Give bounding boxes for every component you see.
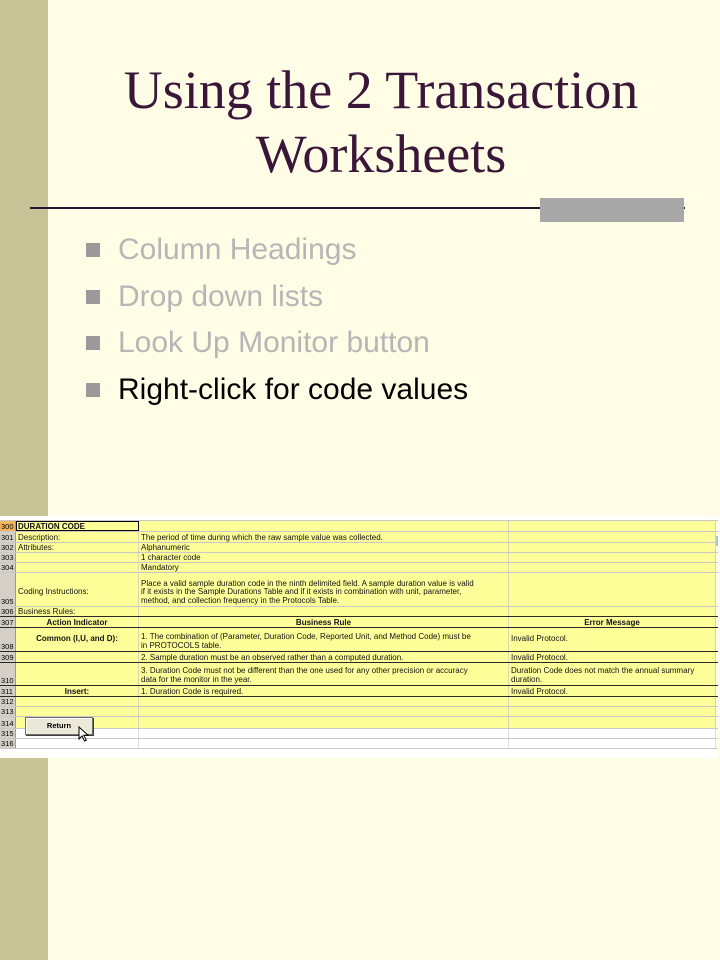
- cell[interactable]: [139, 607, 509, 616]
- cell[interactable]: [139, 717, 509, 728]
- bullet-text: Right-click for code values: [118, 372, 469, 406]
- cell[interactable]: Alphanumeric: [139, 543, 509, 552]
- cell[interactable]: [139, 729, 509, 738]
- cell[interactable]: Mandatory: [139, 563, 509, 572]
- table-row: [0, 697, 718, 707]
- row-number[interactable]: 302: [0, 543, 16, 552]
- cell[interactable]: [139, 739, 509, 748]
- cell[interactable]: [16, 663, 139, 685]
- table-row: [0, 686, 718, 697]
- cell[interactable]: [509, 543, 716, 552]
- table-row: [0, 717, 718, 729]
- cell[interactable]: [509, 563, 716, 572]
- square-bullet-icon: [86, 383, 100, 397]
- row-number[interactable]: 307: [0, 617, 16, 627]
- cell[interactable]: Insert:: [16, 686, 139, 696]
- row-number[interactable]: 313: [0, 707, 16, 716]
- bullet-list: [86, 228, 468, 414]
- column-header-business-rule[interactable]: Business Rule: [139, 617, 509, 627]
- row-number[interactable]: 315: [0, 729, 16, 738]
- spreadsheet-screenshot: [0, 516, 718, 758]
- spreadsheet-grid: [0, 521, 718, 749]
- bullet-item-right-click: [86, 368, 468, 415]
- left-accent-band: [0, 0, 48, 960]
- row-number[interactable]: 311: [0, 686, 16, 696]
- cell[interactable]: [16, 707, 139, 716]
- cell-line: duration.: [511, 674, 543, 684]
- bullet-item-drop-down-lists: [86, 275, 468, 322]
- row-number[interactable]: 308: [0, 628, 16, 651]
- cell[interactable]: [16, 652, 139, 662]
- bullet-text: Look Up Monitor button: [118, 326, 430, 359]
- cell[interactable]: [509, 573, 716, 606]
- cell[interactable]: 1. Duration Code is required.: [139, 686, 509, 696]
- table-row: [0, 532, 718, 543]
- table-row: [0, 521, 718, 532]
- cell[interactable]: [509, 663, 716, 685]
- row-number[interactable]: 309: [0, 652, 16, 662]
- cell[interactable]: [139, 697, 509, 706]
- row-number[interactable]: 305: [0, 573, 16, 606]
- table-row: [0, 628, 718, 652]
- cell[interactable]: [509, 553, 716, 562]
- row-number[interactable]: 310: [0, 663, 16, 685]
- table-row: [0, 563, 718, 573]
- cell-line: method, and collection frequency in the Protocols Table.: [141, 595, 340, 605]
- cell[interactable]: [16, 553, 139, 562]
- table-header-row: [0, 617, 718, 628]
- cell[interactable]: Description:: [16, 532, 139, 542]
- cell[interactable]: [509, 739, 716, 748]
- slide-title: [56, 58, 706, 186]
- table-row: [0, 543, 718, 553]
- row-number[interactable]: 304: [0, 563, 16, 572]
- cell[interactable]: Common (I,U, and D):: [16, 628, 139, 651]
- cell-coding-instructions[interactable]: [139, 573, 509, 606]
- cell[interactable]: Invalid Protocol.: [509, 628, 716, 651]
- cell[interactable]: [509, 532, 716, 542]
- cell[interactable]: The period of time during which the raw sample value was collected.: [139, 532, 509, 542]
- cell-line: Place a valid sample duration code in the ninth delimited field. A sample duration value is valid: [141, 578, 474, 588]
- cell-line: if it exists in the Sample Durations Table and if it exists in combination with unit, parameter,: [141, 587, 462, 596]
- title-accent-block: [540, 198, 684, 222]
- cell[interactable]: [509, 717, 716, 728]
- row-number[interactable]: 300: [0, 521, 16, 531]
- cell[interactable]: Business Rules:: [16, 607, 139, 616]
- cell-line: 3. Duration Code must not be different than the one used for any other precision or accuracy: [141, 666, 468, 675]
- cell[interactable]: [139, 707, 509, 716]
- table-row: [0, 607, 718, 617]
- square-bullet-icon: [86, 336, 100, 350]
- slide-title-line-1: Using the 2 Transaction: [123, 60, 639, 120]
- cell[interactable]: 1 character code: [139, 553, 509, 562]
- row-number[interactable]: 301: [0, 532, 16, 542]
- table-row: [0, 573, 718, 607]
- row-number[interactable]: 303: [0, 553, 16, 562]
- table-row: [0, 553, 718, 563]
- row-number[interactable]: 312: [0, 697, 16, 706]
- mouse-pointer-icon: [78, 726, 90, 742]
- row-number[interactable]: 306: [0, 607, 16, 616]
- table-row: [0, 729, 718, 739]
- cell[interactable]: [509, 521, 716, 531]
- cell[interactable]: [509, 729, 716, 738]
- cell[interactable]: [139, 663, 509, 685]
- slide-title-line-2: Worksheets: [255, 124, 507, 184]
- column-header-error-message[interactable]: Error Message: [509, 617, 716, 627]
- bullet-text: Column Headings: [118, 233, 357, 266]
- cell-line: 1. The combination of (Parameter, Duration Code, Reported Unit, and Method Code) must be: [141, 632, 471, 641]
- cell[interactable]: Attributes:: [16, 543, 139, 552]
- table-row: [0, 739, 718, 749]
- cell[interactable]: 2. Sample duration must be an observed rather than a computed duration.: [139, 652, 509, 662]
- bullet-text: Drop down lists: [118, 279, 324, 313]
- row-number[interactable]: 314: [0, 717, 16, 728]
- cell[interactable]: Coding Instructions:: [16, 573, 139, 606]
- cell-duration-code-title[interactable]: DURATION CODE: [16, 521, 139, 531]
- cell[interactable]: [509, 607, 716, 616]
- return-button[interactable]: Return: [25, 717, 93, 735]
- cell[interactable]: [139, 521, 509, 531]
- cell[interactable]: [509, 697, 716, 706]
- cell[interactable]: Invalid Protocol.: [509, 652, 716, 662]
- cell[interactable]: [16, 563, 139, 572]
- column-header-action-indicator[interactable]: Action Indicator: [16, 617, 139, 627]
- table-row: [0, 663, 718, 686]
- cell[interactable]: [139, 628, 509, 651]
- row-number[interactable]: 316: [0, 739, 16, 748]
- cell-line: data for the monitor in the year.: [141, 674, 252, 684]
- cell[interactable]: [509, 707, 716, 716]
- table-row: [0, 652, 718, 663]
- bullet-item-look-up-monitor: [86, 321, 468, 368]
- bullet-item-column-headings: [86, 228, 468, 275]
- square-bullet-icon: [86, 243, 100, 257]
- square-bullet-icon: [86, 290, 100, 304]
- cell[interactable]: [16, 697, 139, 706]
- cell[interactable]: Invalid Protocol.: [509, 686, 716, 696]
- cell-line: Duration Code does not match the annual summary: [511, 666, 695, 675]
- table-row: [0, 707, 718, 717]
- cell-line: in PROTOCOLS table.: [141, 640, 222, 650]
